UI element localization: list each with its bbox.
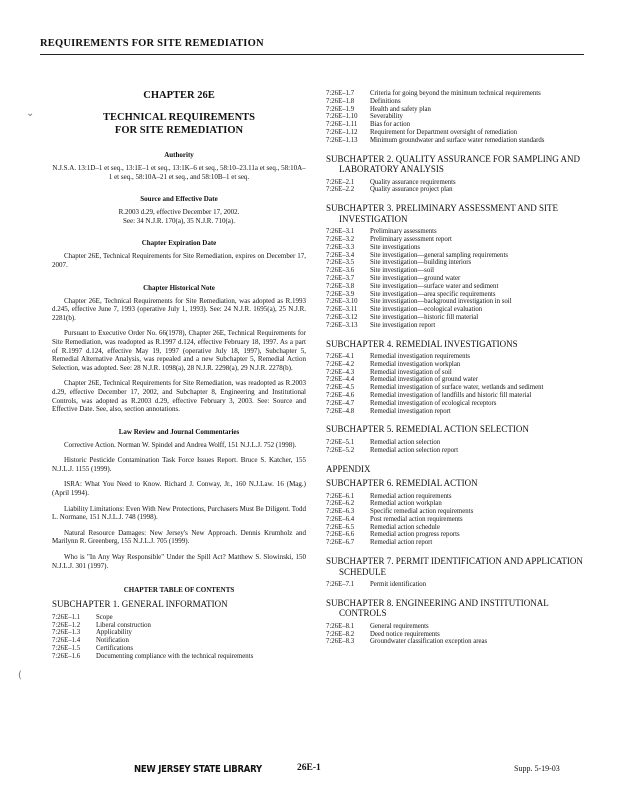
toc-entry	[326, 524, 588, 532]
toc-section-number: 7:26E–4.8	[326, 407, 355, 415]
toc-section-number: 7:26E–1.11	[326, 121, 358, 129]
expiration-text: Chapter 26E, Technical Requirements for Site Remediation, expires on December 17, 2007.	[52, 252, 306, 269]
law-review-heading: Law Review and Journal Commentaries	[118, 427, 240, 436]
toc-section-number: 7:26E–8.1	[326, 622, 355, 630]
toc-section-number: 7:26E–3.5	[326, 259, 355, 267]
toc-section-title: Site investigation—building interiors	[370, 259, 472, 267]
subchapter-title: SUBCHAPTER 6. REMEDIAL ACTION	[326, 478, 478, 488]
toc-section-title: Site investigation—area specific requirements	[370, 290, 496, 298]
toc-entry	[52, 629, 306, 637]
toc-entry	[326, 376, 588, 384]
toc-section-number: 7:26E–4.7	[326, 399, 355, 407]
library-stamp: NEW JERSEY STATE LIBRARY	[134, 764, 262, 775]
toc-section-number: 7:26E–2.2	[326, 186, 355, 194]
toc-section-title: Liberal construction	[96, 621, 151, 629]
toc-entry	[326, 236, 588, 244]
toc-entry	[326, 267, 588, 275]
toc-section-number: 7:26E–6.5	[326, 523, 355, 531]
toc-entry	[326, 179, 588, 187]
toc-section-number: 7:26E–5.2	[326, 446, 355, 454]
toc-section-title: Site investigation—surface water and sediment	[370, 282, 499, 290]
toc-section-title: Remedial investigation requirements	[370, 353, 471, 361]
toc-section-title: Requirement for Department oversight of remediation	[370, 128, 518, 136]
toc-entry	[326, 113, 588, 121]
toc-list	[326, 581, 588, 589]
history-heading: Chapter Historical Note	[143, 283, 215, 292]
toc-section-title: Site investigation—background investigation in soil	[370, 298, 512, 306]
toc-entry	[326, 306, 588, 314]
toc-entry	[52, 653, 306, 661]
toc-section-title: Quality assurance project plan	[370, 186, 453, 194]
toc-entry	[326, 400, 588, 408]
toc-section-number: 7:26E–6.6	[326, 531, 355, 539]
toc-heading: CHAPTER TABLE OF CONTENTS	[123, 586, 235, 595]
subchapter-title: SUBCHAPTER 4. REMEDIAL INVESTIGATIONS	[326, 338, 518, 349]
subchapter-title: SUBCHAPTER 7. PERMIT IDENTIFICATION AND APPLICATION SCHEDULE	[326, 556, 583, 577]
toc-section-number: 7:26E–2.1	[326, 178, 355, 186]
toc-section-number: 7:26E–3.12	[326, 313, 358, 321]
toc-section-title: Groundwater classification exception areas	[370, 638, 488, 646]
toc-entry	[326, 384, 588, 392]
toc-section-number: 7:26E–8.2	[326, 630, 355, 638]
source-line: R.2003 d.29, effective December 17, 2002.	[118, 208, 240, 217]
toc-entry	[326, 298, 588, 306]
toc-entry	[326, 539, 588, 547]
expiration-heading: Chapter Expiration Date	[141, 239, 217, 248]
toc-section-number: 7:26E–3.4	[326, 251, 355, 259]
toc-entry	[326, 392, 588, 400]
toc-section-number: 7:26E–3.6	[326, 267, 355, 275]
toc-entry	[52, 622, 306, 630]
toc-entry	[52, 637, 306, 645]
toc-entry	[326, 252, 588, 260]
toc-section-number: 7:26E–1.4	[52, 637, 81, 645]
toc-section-number: 7:26E–4.4	[326, 376, 355, 384]
toc-entry	[52, 645, 306, 653]
toc-section-title: Deed notice requirements	[370, 630, 440, 638]
toc-section-title: Remedial investigation of ecological receptors	[370, 399, 497, 407]
toc-section-number: 7:26E–6.4	[326, 515, 355, 523]
toc-section-title: Notification	[96, 637, 129, 645]
toc-section-title: Preliminary assessment report	[370, 235, 452, 243]
source-line: See: 34 N.J.R. 170(a), 35 N.J.R. 710(a).	[123, 216, 235, 225]
toc-section-number: 7:26E–6.2	[326, 500, 355, 508]
toc-section-number: 7:26E–3.10	[326, 298, 358, 306]
toc-section-title: Site investigation—historic fill material	[370, 313, 479, 321]
toc-list	[326, 493, 588, 548]
toc-entry	[326, 291, 588, 299]
law-review-item: Historic Pesticide Contamination Task Force Issues Report. Bruce S. Katcher, 155 N.J.L.J. 1155 (1999).	[52, 456, 306, 473]
toc-section-title: Applicability	[96, 629, 132, 637]
left-column	[52, 90, 306, 670]
toc-section-number: 7:26E–3.2	[326, 235, 355, 243]
toc-section-number: 7:26E–4.5	[326, 384, 355, 392]
toc-section-title: Remedial action schedule	[370, 523, 440, 531]
toc-entry	[326, 581, 588, 589]
toc-entry	[326, 121, 588, 129]
toc-entry	[326, 129, 588, 137]
toc-section-number: 7:26E–1.7	[326, 90, 355, 97]
toc-entry	[326, 137, 588, 145]
toc-entry	[326, 447, 588, 455]
right-column	[326, 90, 588, 655]
authority-text: N.J.S.A. 13:1D–1 et seq., 13:1E–1 et seq., 13:1K–6 et seq., 58:10–23.11a et seq., 58:10A–1 et seq., 58:10A–21 et seq., and 58:10B–1 et seq.	[52, 164, 306, 181]
toc-section-number: 7:26E–1.2	[52, 621, 81, 629]
toc-list	[326, 90, 588, 145]
toc-list	[326, 439, 588, 455]
toc-list	[326, 179, 588, 195]
toc-list	[326, 228, 588, 329]
toc-section-title: Permit identification	[370, 581, 427, 589]
toc-entry	[326, 98, 588, 106]
toc-entry	[326, 631, 588, 639]
toc-section-title: Bias for action	[370, 121, 411, 129]
toc-section-title: Site investigation—ecological evaluation	[370, 306, 483, 314]
subchapter-title: SUBCHAPTER 3. PRELIMINARY ASSESSMENT AND SITE INVESTIGATION	[326, 203, 559, 224]
toc-section-title: Remedial action requirements	[370, 492, 452, 500]
law-review-item: Liability Limitations: Even With New Protections, Purchasers Must Be Diligent. Todd L. Normane, 151 N.J.L.J. 748 (1998).	[52, 504, 306, 522]
toc-section-number: 7:26E–4.2	[326, 360, 355, 368]
toc-section-number: 7:26E–4.3	[326, 368, 355, 376]
toc-section-number: 7:26E–1.9	[326, 105, 355, 113]
toc-entry	[326, 186, 588, 194]
toc-section-number: 7:26E–6.1	[326, 492, 355, 500]
toc-section-title: Site investigation—ground water	[370, 274, 461, 282]
toc-section-number: 7:26E–1.13	[326, 136, 358, 144]
toc-section-title: General requirements	[370, 622, 429, 630]
toc-section-number: 7:26E–4.1	[326, 353, 355, 361]
subchapter-title: SUBCHAPTER 5. REMEDIAL ACTION SELECTION	[326, 424, 529, 435]
toc-section-number: 7:26E–3.3	[326, 243, 355, 251]
toc-section-title: Certifications	[96, 644, 133, 652]
toc-entry	[326, 369, 588, 377]
toc-list	[326, 353, 588, 415]
toc-section-number: 7:26E–1.8	[326, 97, 355, 105]
toc-section-title: Preliminary assessments	[370, 228, 437, 236]
toc-section-number: 7:26E–8.3	[326, 638, 355, 646]
toc-section-title: Remedial investigation workplan	[370, 360, 461, 368]
running-title: REQUIREMENTS FOR SITE REMEDIATION	[40, 38, 264, 49]
toc-entry	[326, 283, 588, 291]
toc-section-title: Remedial action progress reports	[370, 531, 460, 539]
toc-entry	[326, 259, 588, 267]
toc-section-title: Specific remedial action requirements	[370, 508, 474, 516]
toc-section-number: 7:26E–3.9	[326, 290, 355, 298]
toc-entry	[326, 353, 588, 361]
law-review-item: Corrective Action. Norman W. Spindel and Andrea Wolff, 151 N.J.L.J. 752 (1998).	[64, 440, 297, 449]
source-heading: Source and Effective Date	[140, 195, 218, 204]
toc-section-title: Post remedial action requirements	[370, 515, 463, 523]
authority-heading: Authority	[164, 151, 194, 159]
toc-section-number: 7:26E–6.3	[326, 508, 355, 516]
toc-section-title: Remedial investigation report	[370, 407, 451, 415]
toc-section-number: 7:26E–3.1	[326, 228, 355, 236]
toc-entry	[326, 516, 588, 524]
law-review-item: ISRA: What You Need to Know. Richard J. Conway, Jr., 160 N.J.Law. 16 (Mag.) (April 1994).	[52, 480, 306, 498]
toc-entry	[326, 508, 588, 516]
toc-section-number: 7:26E–6.7	[326, 539, 355, 547]
toc-section-title: Site investigations	[370, 243, 421, 251]
chapter-title-line: TECHNICAL REQUIREMENTS	[103, 112, 255, 123]
toc-entry	[326, 314, 588, 322]
toc-entry	[326, 500, 588, 508]
toc-section-title: Definitions	[370, 97, 401, 105]
subchapter-title: SUBCHAPTER 8. ENGINEERING AND INSTITUTIONAL CONTROLS	[326, 597, 549, 619]
toc-section-title: Severability	[370, 113, 403, 121]
toc-entry	[326, 439, 588, 447]
toc-section-number: 7:26E–3.7	[326, 274, 355, 282]
margin-mark: ⌄	[26, 108, 35, 119]
toc-section-title: Scope	[96, 613, 113, 621]
toc-section-title: Remedial action report	[370, 539, 433, 547]
toc-entry	[326, 90, 588, 98]
toc-section-title: Documenting compliance with the technical requirements	[96, 652, 254, 660]
toc-section-title: Criteria for going beyond the minimum technical requirements	[370, 90, 541, 97]
toc-entry	[52, 614, 306, 622]
page-number: 26E-1	[297, 763, 321, 773]
toc-section-number: 7:26E–5.1	[326, 438, 355, 446]
toc-section-title: Site investigation—general sampling requirements	[370, 251, 508, 259]
toc-section-title: Site investigation—soil	[370, 267, 435, 275]
toc-list	[52, 614, 306, 661]
history-paragraph: Chapter 26E, Technical Requirements for Site Remediation, was adopted as R.1993 d.245, effective June 7, 1993 (operative July 1, 1993). See: 24 N.J.R. 1695(a), 25 N.J.R. 2281(b).	[52, 296, 306, 322]
toc-section-title: Site investigation report	[370, 321, 436, 329]
toc-section-number: 7:26E–3.13	[326, 321, 358, 329]
toc-section-title: Remedial action selection	[370, 438, 441, 446]
toc-entry	[326, 106, 588, 114]
toc-list	[326, 623, 588, 646]
toc-section-number: 7:26E–1.6	[52, 652, 81, 660]
toc-section-number: 7:26E–3.8	[326, 282, 355, 290]
toc-section-number: 7:26E–1.10	[326, 113, 358, 121]
toc-section-title: Remedial investigation of surface water, wetlands and sediment	[370, 384, 544, 392]
toc-section-title: Health and safety plan	[370, 105, 431, 113]
supplement-date: Supp. 5-19-03	[514, 764, 560, 773]
appendix-heading: APPENDIX	[326, 463, 371, 474]
law-review-item: Natural Resource Damages: New Jersey's New Approach. Dennis Krumholz and Marilynn R. Greenberg, 155 N.J.L.J. 705 (1999).	[52, 528, 306, 546]
toc-section-title: Minimum groundwater and surface water remediation standards	[370, 136, 545, 144]
toc-section-title: Remedial action workplan	[370, 500, 442, 508]
toc-entry	[326, 623, 588, 631]
chapter-number: CHAPTER 26E	[143, 90, 215, 101]
toc-entry	[326, 531, 588, 539]
toc-section-number: 7:26E–7.1	[326, 581, 355, 589]
toc-entry	[326, 228, 588, 236]
toc-section-title: Remedial investigation of landfills and historic fill material	[370, 392, 532, 400]
header-rule	[40, 54, 584, 55]
toc-entry	[326, 638, 588, 646]
toc-section-title: Remedial investigation of ground water	[370, 376, 478, 384]
history-paragraph: Chapter 26E, Technical Requirements for Site Remediation, was readopted as R.2003 d.29, effective December 17, 2002, and Subchapter 8, Engineering and Institutional Controls, was adopted as R.2003 d.29, effective February 3, 2003. See: Source and Effective Date. See, also, section annotations.	[52, 379, 306, 414]
toc-section-title: Remedial investigation of soil	[370, 368, 452, 376]
toc-section-number: 7:26E–1.12	[326, 128, 358, 136]
toc-entry	[326, 322, 588, 330]
toc-section-number: 7:26E–1.1	[52, 613, 81, 621]
toc-section-number: 7:26E–1.5	[52, 644, 81, 652]
toc-entry	[326, 408, 588, 416]
toc-entry	[326, 244, 588, 252]
law-review-item: Who is "In Any Way Responsible" Under the Spill Act? Matthew S. Slowinski, 150 N.J.L.J. 301 (1997).	[52, 553, 306, 570]
toc-entry	[326, 361, 588, 369]
toc-section-title: Quality assurance requirements	[370, 178, 456, 186]
subchapter-title: SUBCHAPTER 1. GENERAL INFORMATION	[52, 599, 228, 610]
history-paragraph: Pursuant to Executive Order No. 66(1978), Chapter 26E, Technical Requirements for Site Remediation, was readopted as R.1997 d.124, effective February 18, 1997. As a part of R.1997 d.124, effective May 19, 1997 (operative July 18, 1997), Subchapter 5, Remedial Alternative Analysis, was repealed and a new Subchapter 5, Remedial Action Selection, was adopted. See: 28 N.J.R. 1098(a), 28 N.J.R. 2298(a), 29 N.J.R. 2278(b).	[52, 329, 306, 372]
margin-mark: (	[18, 670, 22, 681]
toc-entry	[326, 493, 588, 501]
toc-section-title: Remedial action selection report	[370, 446, 459, 454]
chapter-title	[52, 111, 306, 137]
chapter-title-line: FOR SITE REMEDIATION	[114, 125, 244, 136]
toc-entry	[326, 275, 588, 283]
toc-section-number: 7:26E–3.11	[326, 306, 358, 314]
subchapter-title: SUBCHAPTER 2. QUALITY ASSURANCE FOR SAMPLING AND LABORATORY ANALYSIS	[326, 153, 580, 175]
toc-section-number: 7:26E–1.3	[52, 629, 81, 637]
toc-section-number: 7:26E–4.6	[326, 392, 355, 400]
